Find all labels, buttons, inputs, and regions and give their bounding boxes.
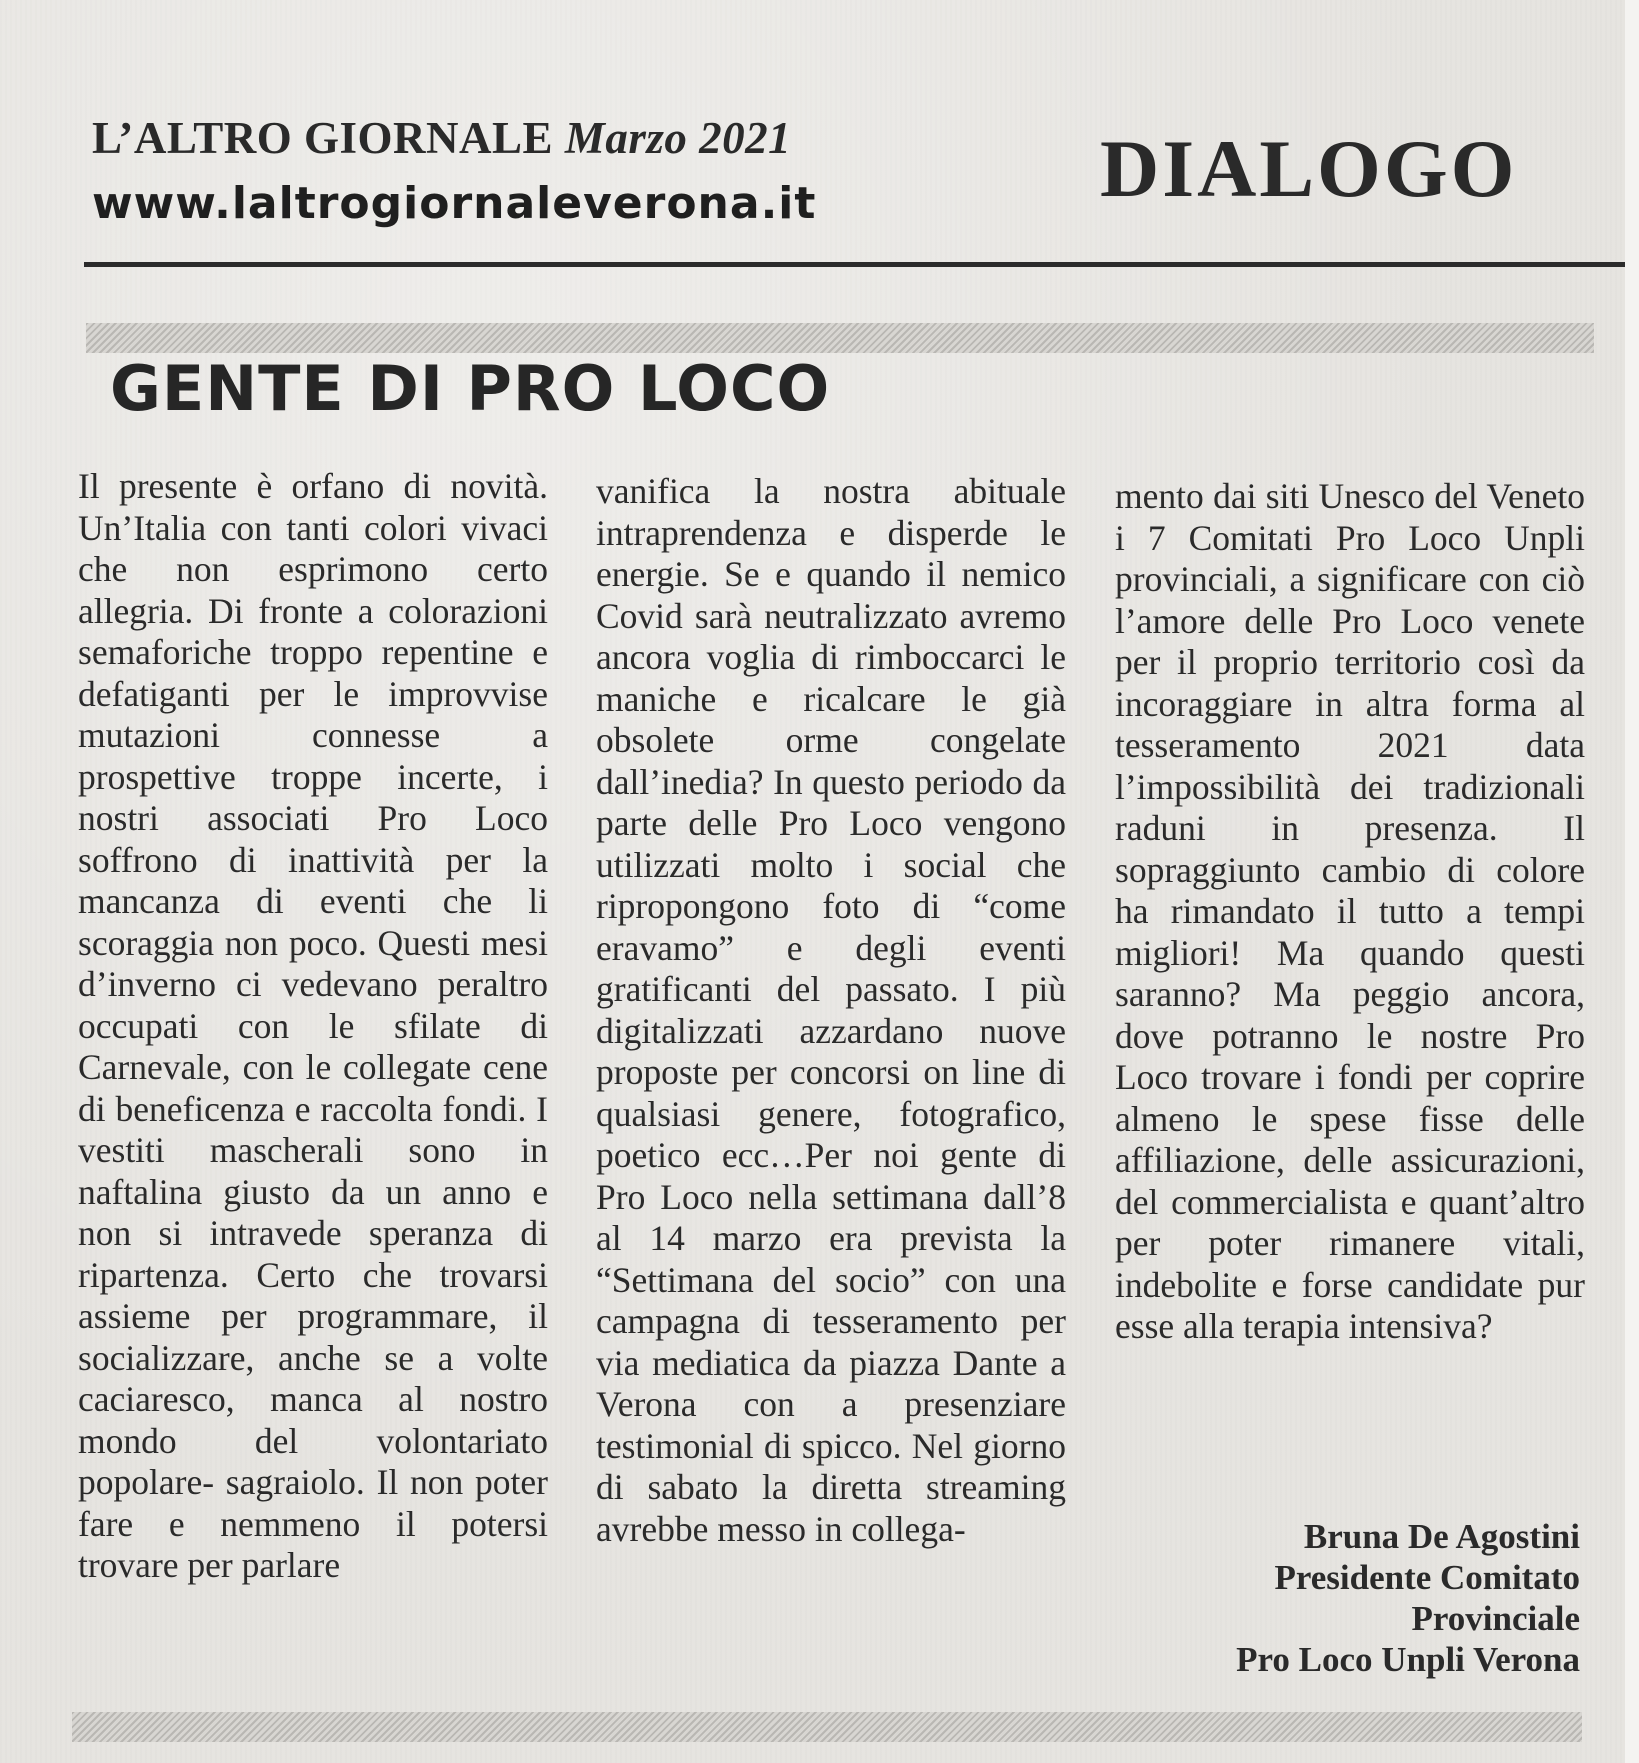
page-edge bbox=[1625, 0, 1639, 1763]
article-column-3 bbox=[1115, 476, 1585, 1348]
column-3-text: mento dai siti Unesco del Veneto i 7 Comitati Pro Loco Unpli provinciali, a significare con ciò l’amore delle Pro Loco venete per il proprio territorio così da incoraggiare in altra forma al tesseramento 2021 data l’impossibilità dei tradizionali raduni in presenza. Il sopraggiunto cambio di colore ha rimandato il tutto a tempi migliori! Ma quando questi saranno? Ma peggio ancora, dove potranno le nostre Pro Loco trovare i fondi per coprire almeno le spese fisse delle affiliazione, delle assicurazioni, del commercialista e quant’altro per poter rimanere vitali, indebolite e forse candidate pur esse alla terapia intensiva? bbox=[1115, 476, 1585, 1346]
masthead-rule bbox=[84, 262, 1625, 267]
author-role-line-2: Provinciale bbox=[1411, 1599, 1580, 1638]
column-1-text: Il presente è orfano di novità. Un’Italia con tanti colori vivaci che non esprimono certo allegria. Di fronte a colorazioni semaforiche troppo repentine e defatiganti per le improvvise mutazioni connesse a prospettive troppe incerte, i nostri associati Pro Loco soffrono di inattività per la mancanza di eventi che li scoraggia non poco. Questi mesi d’inverno ci vedevano peraltro occupati con le sfilate di Carnevale, con le collegate cene di beneficenza e raccolta fondi. I vestiti mascherali sono in naftalina giusto da un anno e non si intravede speranza di ripartenza. Certo che trovarsi assieme per programmare, il socializzare, anche se a volte caciaresco, manca al nostro mondo del volontariato popolare- sagraiolo. Il non poter fare e nemmeno il potersi trovare per parlare bbox=[78, 466, 548, 1585]
section-title: DIALOGO bbox=[1100, 123, 1518, 214]
article-headline: GENTE DI PRO LOCO bbox=[110, 352, 831, 425]
article-column-1 bbox=[78, 466, 548, 1587]
column-2-text: vanifica la nostra abituale intraprendenza e disperde le energie. Se e quando il nemico Covid sarà neutralizzato avremo ancora voglia di rimboccarci le maniche e ricalcare le già obsolete orme congelate dall’inedia? In questo periodo da parte delle Pro Loco vengono utilizzati molto i social che ripropongono foto di “come eravamo” e degli eventi gratificanti del passato. I più digitalizzati azzardano nuove proposte per concorsi on line di qualsiasi genere, fotografico, poetico ecc…Per noi gente di Pro Loco nella settimana dall’8 al 14 marzo era prevista la “Settimana del socio” con una campagna di tesseramento per via mediatica da piazza Dante a Verona con a presenziare testimonial di spicco. Nel giorno di sabato la diretta streaming avrebbe messo in collega- bbox=[596, 471, 1066, 1549]
bottom-hatched-band bbox=[72, 1712, 1582, 1742]
newspaper-website: www.laltrogiornaleverona.it bbox=[92, 178, 817, 229]
article-column-2 bbox=[596, 471, 1066, 1550]
top-hatched-band bbox=[86, 323, 1594, 353]
author-signature bbox=[1000, 1516, 1580, 1680]
author-role-line-1: Presidente Comitato bbox=[1274, 1558, 1580, 1597]
issue-date: Marzo 2021 bbox=[564, 113, 792, 163]
newspaper-name: L’ALTRO GIORNALE bbox=[92, 113, 554, 163]
masthead bbox=[92, 112, 791, 164]
author-organization: Pro Loco Unpli Verona bbox=[1236, 1640, 1580, 1679]
author-name: Bruna De Agostini bbox=[1303, 1517, 1580, 1556]
